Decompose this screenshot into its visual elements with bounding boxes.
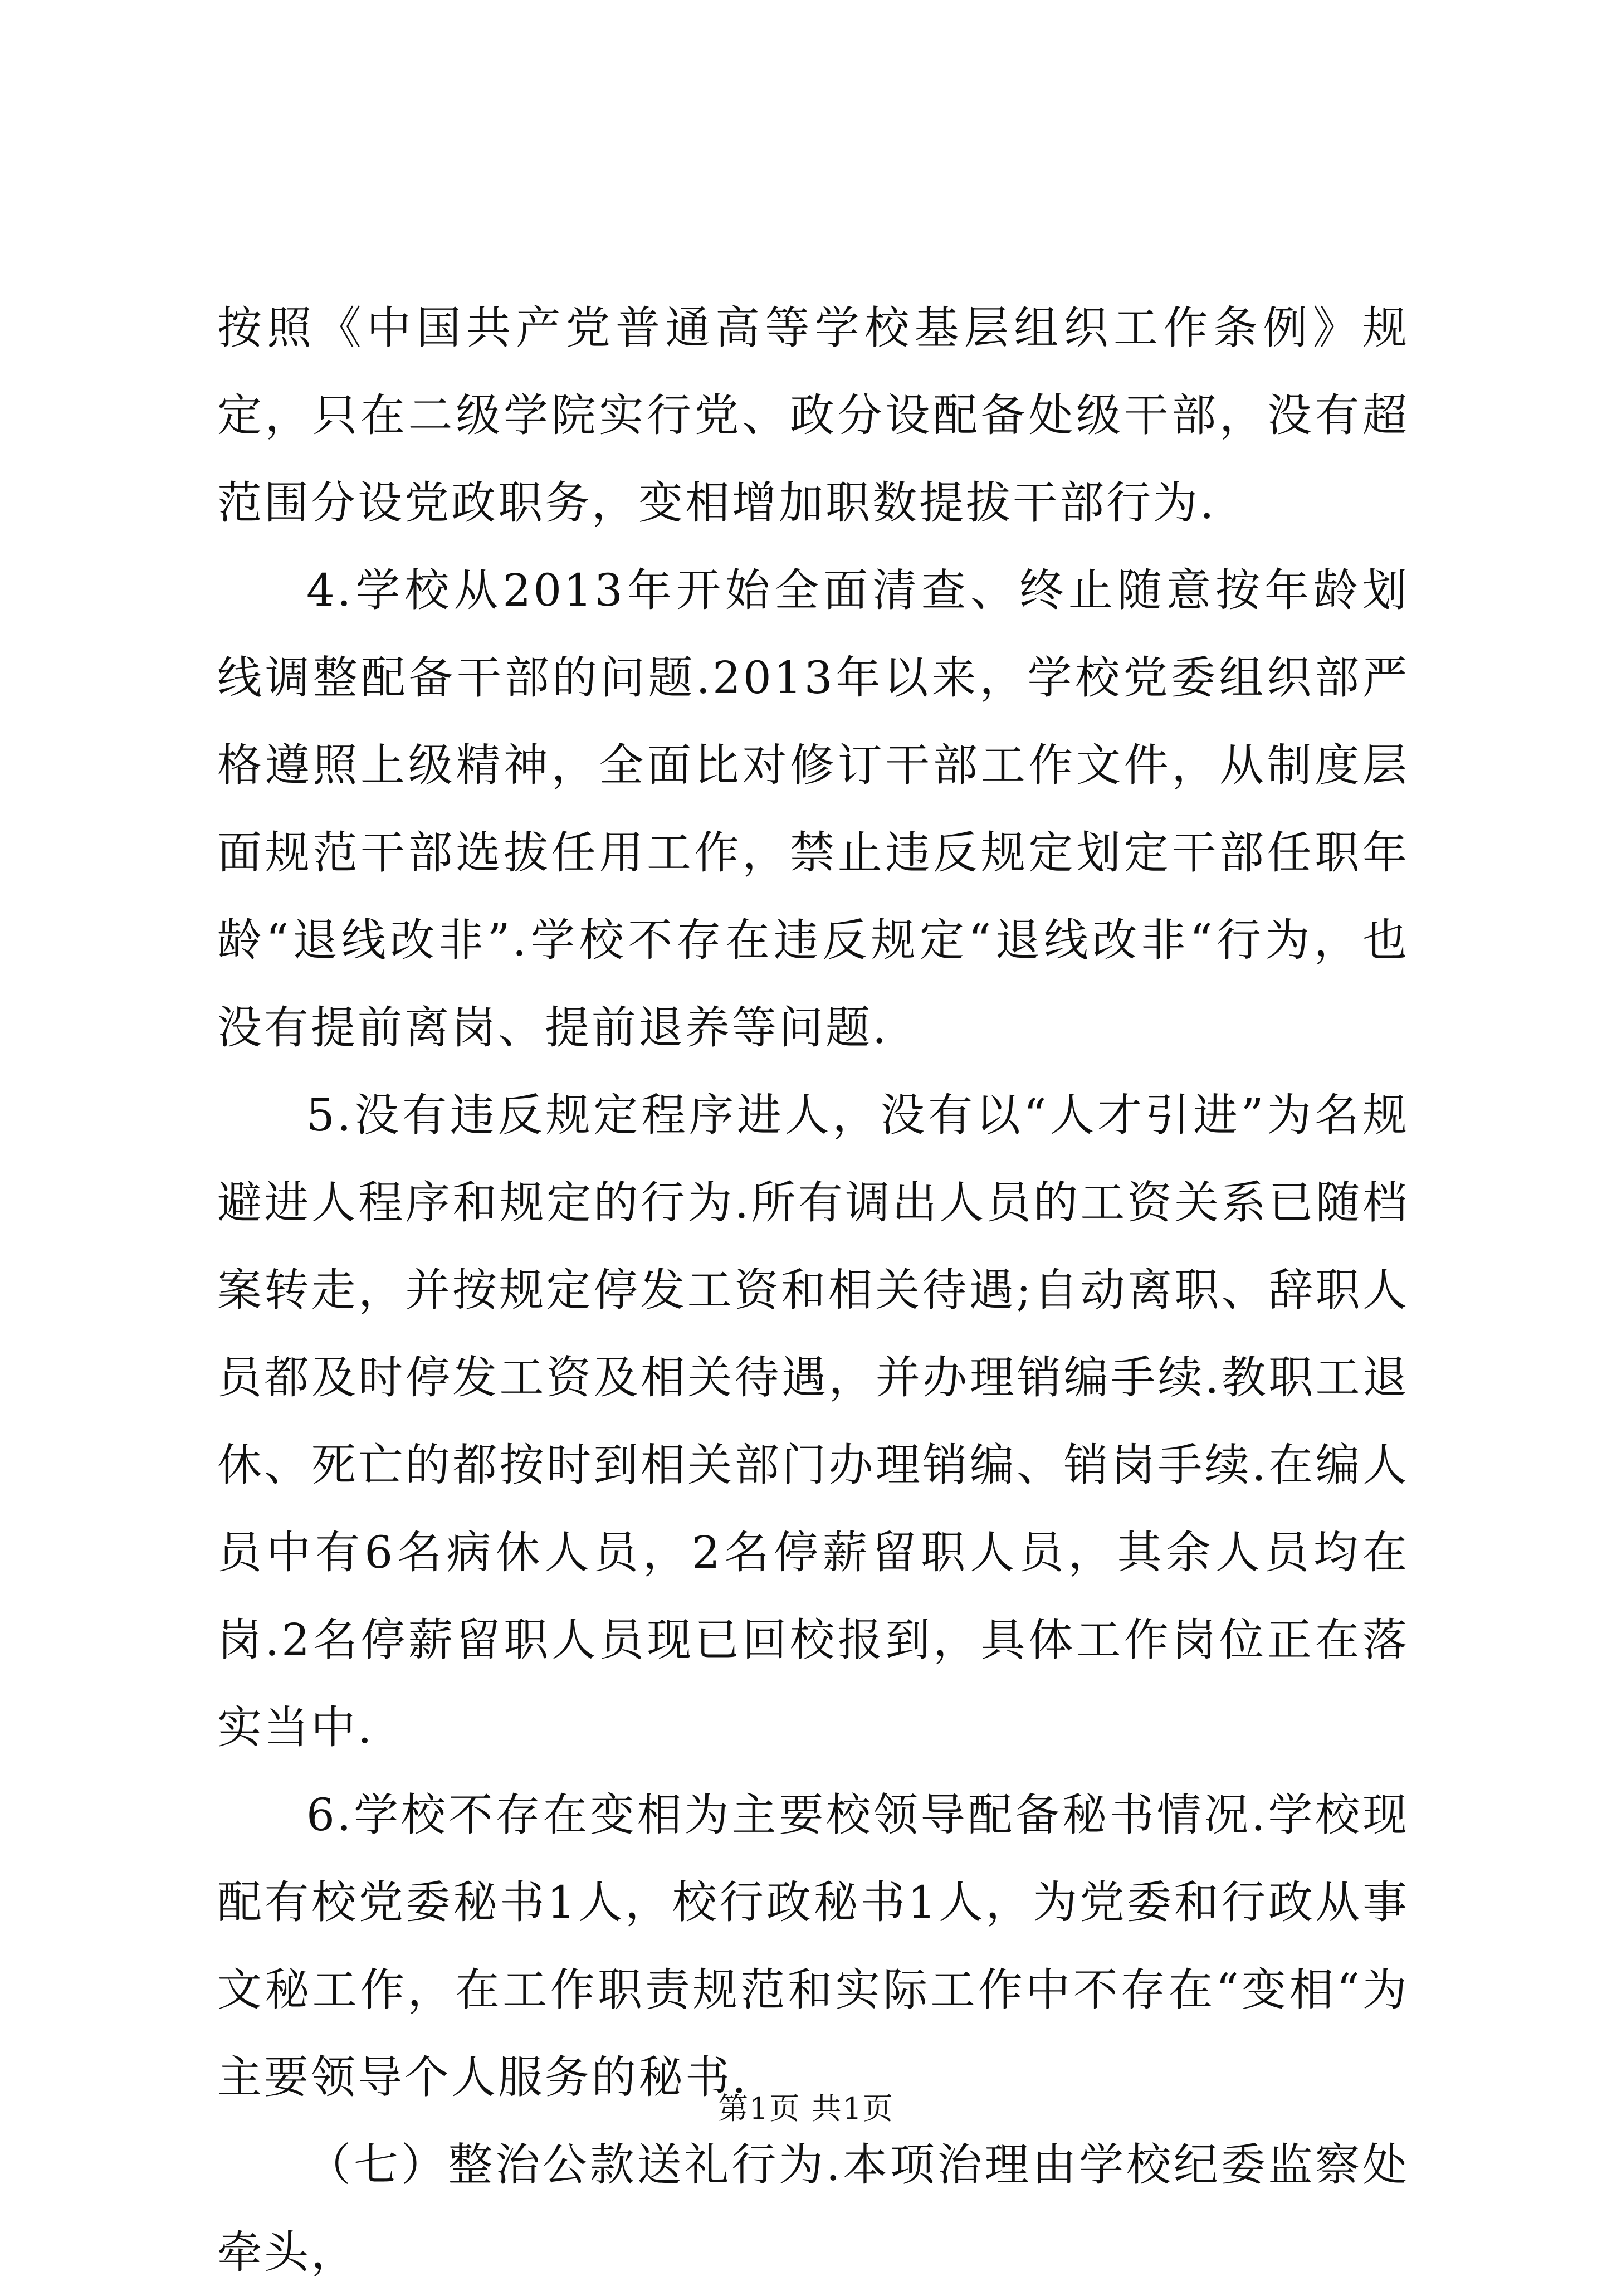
- document-body: [217, 284, 1409, 2296]
- paragraph-item-6: 6.学校不存在变相为主要校领导配备秘书情况.学校现配有校党委秘书1人，校行政秘书1人，为党委和行政从事文秘工作，在工作职责规范和实际工作中不存在“变相“为主要领导个人服务的秘书.: [217, 1789, 1409, 2103]
- paragraph-item-5: 5.没有违反规定程序进人，没有以“人才引进”为名规避进人程序和规定的行为.所有调出人员的工资关系已随档案转走，并按规定停发工资和相关待遇;自动离职、辞职人员都及时停发工资及相关待遇，并办理销编手续.教职工退休、死亡的都按时到相关部门办理销编、销岗手续.在编人员中有6名病休人员，2名停薪留职人员，其余人员均在岗.2名停薪留职人员现已回校报到，具体工作岗位正在落实当中.: [217, 1089, 1409, 1753]
- paragraph-continuation: 按照《中国共产党普通高等学校基层组织工作条例》规定，只在二级学院实行党、政分设配备处级干部，没有超范围分设党政职务，变相增加职数提拔干部行为.: [217, 302, 1409, 529]
- paragraph-item-4: 4.学校从2013年开始全面清查、终止随意按年龄划线调整配备干部的问题.2013年以来，学校党委组织部严格遵照上级精神，全面比对修订干部工作文件，从制度层面规范干部选拔任用工作，禁止违反规定划定干部任职年龄“退线改非”.学校不存在违反规定“退线改非“行为，也没有提前离岗、提前退养等问题.: [217, 564, 1409, 1054]
- paragraph-section-7: （七）整治公款送礼行为.本项治理由学校纪委监察处牵头，: [217, 2139, 1409, 2278]
- page-footer: 第1页 共1页: [718, 2091, 894, 2126]
